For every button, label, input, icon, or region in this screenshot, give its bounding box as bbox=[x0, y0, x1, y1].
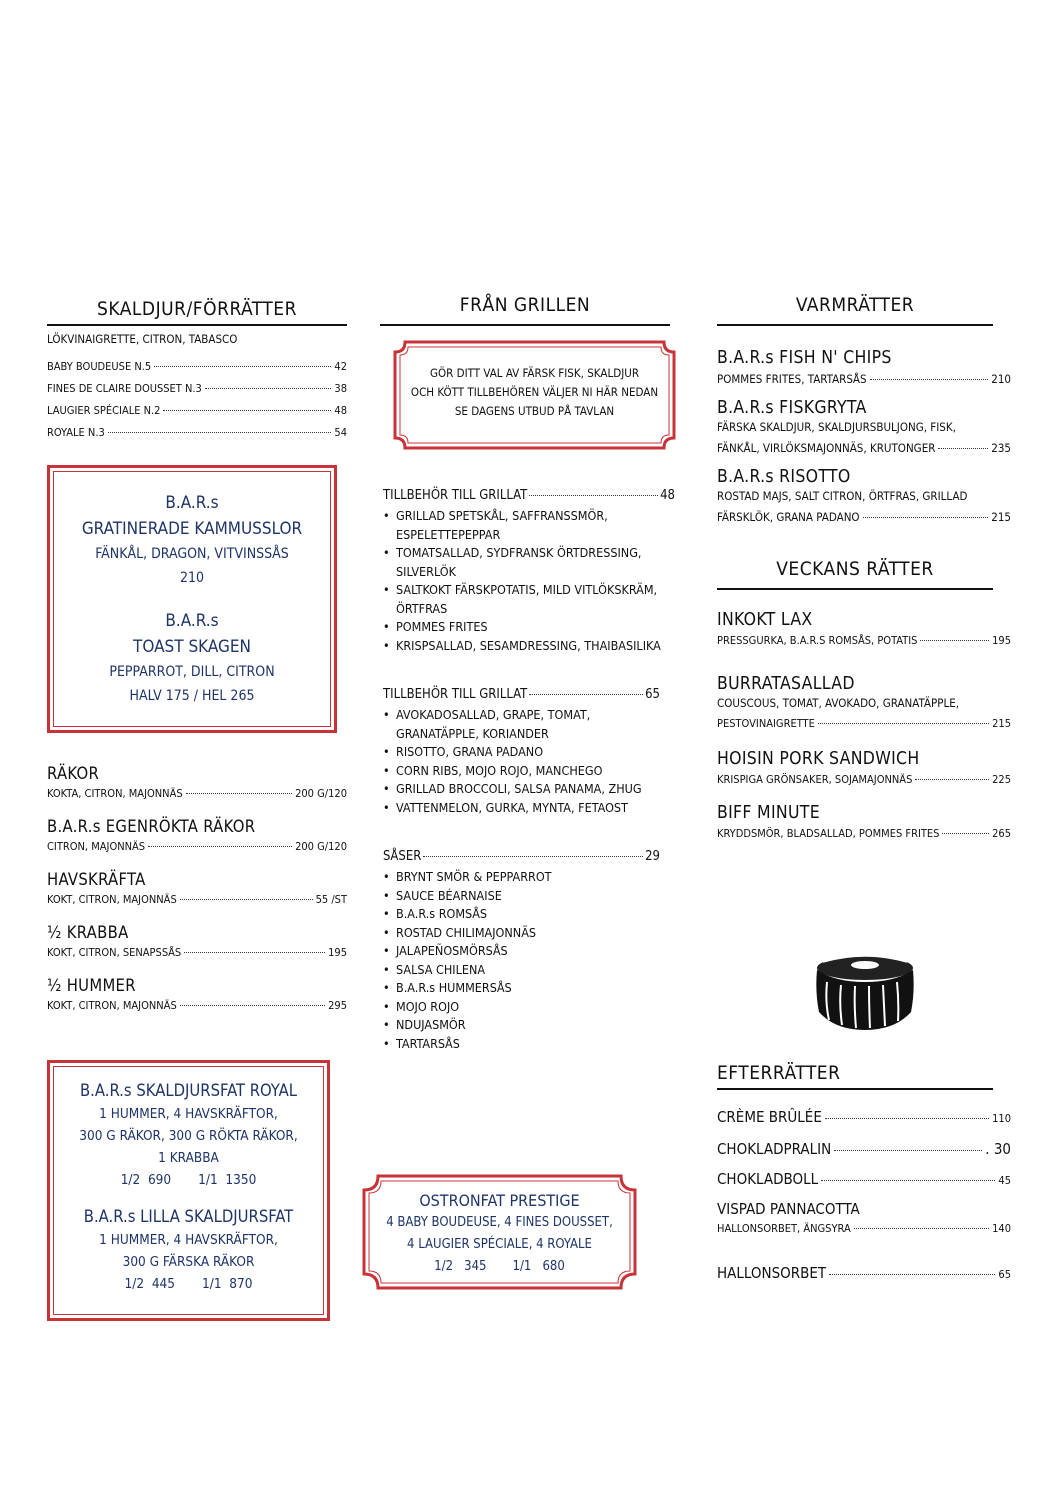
prestige-box bbox=[362, 1174, 637, 1290]
dessert-row: CRÈME BRÛLÉE 110 bbox=[717, 1108, 1011, 1126]
list-item: • VATTENMELON, GURKA, MYNTA, FETAOST bbox=[383, 799, 675, 818]
dessert-row: VISPAD PANNACOTTA HALLONSORBET, ÄNGSYRA 140 bbox=[717, 1200, 1011, 1235]
platter-box bbox=[47, 1060, 330, 1321]
section-heading-desserts: EFTERRÄTTER bbox=[717, 1062, 993, 1090]
oyster-list bbox=[47, 356, 347, 444]
column-seafood bbox=[47, 298, 347, 444]
accessory-group: TILLBEHÖR TILL GRILLAT 65 • AVOKADOSALLAD, GRAPE, TOMAT, GRANATÄPPLE, KORIANDER • RISOTTO, GRANA PADANO • CORN RIBS, MOJO ROJO, MANCHEGO • GRILLAD BROCCOLI, SALSA PANAMA, ZHUG • VATTENMELON, GURKA, MYNTA, FETAOST bbox=[383, 687, 675, 817]
prestige-title: OSTRONFAT PRESTIGE bbox=[419, 1191, 580, 1210]
dessert-row: CHOKLADPRALIN . 30 bbox=[717, 1140, 1011, 1158]
list-item: • SALSA CHILENA bbox=[383, 961, 675, 980]
dessert-list bbox=[717, 1102, 1011, 1290]
platter-prices: 1/2 690 1/1 1350 bbox=[120, 1172, 257, 1188]
list-item: • JALAPEÑOSMÖRSÅS bbox=[383, 942, 675, 961]
list-item: • B.A.R.s ROMSÅS bbox=[383, 905, 675, 924]
menu-item: B.A.R.s FISKGRYTA FÄRSKA SKALDJUR, SKALDJURSBULJONG, FISK, FÄNKÅL, VIRLÖKSMAJONNÄS, KRUTONGER 235 bbox=[717, 398, 1011, 455]
list-item: • B.A.R.s HUMMERSÅS bbox=[383, 979, 675, 998]
special-box-scallops bbox=[47, 465, 337, 733]
list-item: • SALTKOKT FÄRSKPOTATIS, MILD VITLÖKSKRÄM, ÖRTFRAS bbox=[383, 581, 688, 618]
list-item: • MOJO ROJO bbox=[383, 998, 675, 1017]
notice-line: SE DAGENS UTBUD PÅ TAVLAN bbox=[454, 404, 615, 418]
menu-item: RÄKOR KOKTA, CITRON, MAJONNÄS 200 G/120 bbox=[47, 764, 347, 800]
box-dish-price: HALV 175 / HEL 265 bbox=[129, 688, 255, 704]
dessert-row: CHOKLADBOLL 45 bbox=[717, 1170, 1011, 1188]
menu-item: BURRATASALLAD COUSCOUS, TOMAT, AVOKADO, GRANATÄPPLE, PESTOVINAIGRETTE 215 bbox=[717, 674, 1011, 730]
box-dish-name: GRATINERADE KAMMUSSLOR bbox=[81, 519, 303, 539]
menu-item: B.A.R.s EGENRÖKTA RÄKOR CITRON, MAJONNÄS 200 G/120 bbox=[47, 817, 347, 853]
notice-line: OCH KÖTT TILLBEHÖREN VÄLJER NI HÄR NEDAN bbox=[410, 385, 659, 399]
weekly-dish-list bbox=[717, 610, 1011, 845]
oyster-subtitle: LÖKVINAIGRETTE, CITRON, TABASCO bbox=[47, 332, 238, 346]
box-dish-desc: PEPPARROT, DILL, CITRON bbox=[109, 664, 275, 680]
oyster-row: BABY BOUDEUSE N.5 42 bbox=[47, 360, 347, 373]
platter-line: 1 KRABBA bbox=[158, 1150, 219, 1166]
column-grill bbox=[380, 294, 670, 326]
main-dish-list bbox=[717, 348, 1011, 528]
menu-item: B.A.R.s FISH N' CHIPS POMMES FRITES, TARTARSÅS 210 bbox=[717, 348, 1011, 386]
prestige-prices: 1/2 345 1/1 680 bbox=[434, 1259, 565, 1274]
box-dish-price: 210 bbox=[179, 570, 205, 586]
prestige-line: 4 BABY BOUDEUSE, 4 FINES DOUSSET, bbox=[386, 1215, 613, 1230]
platter-prices: 1/2 445 1/1 870 bbox=[124, 1276, 253, 1292]
list-item: • SAUCE BÉARNAISE bbox=[383, 887, 675, 906]
section-heading-grill: FRÅN GRILLEN bbox=[380, 294, 670, 326]
dessert-row: HALLONSORBET 65 bbox=[717, 1264, 1011, 1282]
list-item: • AVOKADOSALLAD, GRAPE, TOMAT, GRANATÄPPLE, KORIANDER bbox=[383, 706, 611, 743]
list-item: • KRISPSALLAD, SESAMDRESSING, THAIBASILIKA bbox=[383, 637, 675, 656]
notice-line: GÖR DITT VAL AV FÄRSK FISK, SKALDJUR bbox=[429, 366, 640, 380]
column-mains bbox=[717, 294, 1011, 845]
list-item: • ROSTAD CHILIMAJONNÄS bbox=[383, 924, 675, 943]
menu-item: BIFF MINUTE KRYDDSMÖR, BLADSALLAD, POMMES FRITES 265 bbox=[717, 803, 1011, 840]
menu-item: INKOKT LAX PRESSGURKA, B.A.R.S ROMSÅS, POTATIS 195 bbox=[717, 610, 1011, 647]
sauce-group: SÅSER 29 • BRYNT SMÖR & PEPPARROT • SAUCE BÉARNAISE • B.A.R.s ROMSÅS • ROSTAD CHILIMAJONNÄS • JALAPEÑOSMÖRSÅS • SALSA CHILENA • B.A.R.s HUMMERSÅS • MOJO ROJO • NDUJASMÖR • TARTARSÅS bbox=[383, 849, 675, 1053]
box-title: B.A.R.s bbox=[165, 493, 219, 513]
menu-item: ½ KRABBA KOKT, CITRON, SENAPSSÅS 195 bbox=[47, 923, 347, 959]
list-item: • TARTARSÅS bbox=[383, 1035, 675, 1054]
list-item: • CORN RIBS, MOJO ROJO, MANCHEGO bbox=[383, 762, 675, 781]
oyster-row: FINES DE CLAIRE DOUSSET N.3 38 bbox=[47, 382, 347, 395]
list-item: • POMMES FRITES bbox=[383, 618, 675, 637]
oyster-row: LAUGIER SPÉCIALE N.2 48 bbox=[47, 404, 347, 417]
section-heading-seafood: SKALDJUR/FÖRRÄTTER bbox=[47, 298, 347, 326]
menu-item: ½ HUMMER KOKT, CITRON, MAJONNÄS 295 bbox=[47, 976, 347, 1012]
grill-notice-box bbox=[393, 340, 676, 450]
menu-item: HAVSKRÄFTA KOKT, CITRON, MAJONNÄS 55 /ST bbox=[47, 870, 347, 906]
dessert-section bbox=[717, 1062, 1011, 1290]
oyster-row: ROYALE N.3 54 bbox=[47, 426, 347, 439]
list-item: • NDUJASMÖR bbox=[383, 1016, 675, 1035]
section-heading-weekly: VECKANS RÄTTER bbox=[717, 558, 993, 590]
list-item: • TOMATSALLAD, SYDFRANSK ÖRTDRESSING, SILVERLÖK bbox=[383, 544, 656, 581]
platter-title: B.A.R.s LILLA SKALDJURSFAT bbox=[83, 1207, 294, 1226]
platter-line: 300 G FÄRSKA RÄKOR bbox=[122, 1254, 255, 1270]
list-item: • GRILLAD SPETSKÅL, SAFFRANSSMÖR, ESPELETTEPEPPAR bbox=[383, 507, 636, 544]
accessory-group: TILLBEHÖR TILL GRILLAT 48 • GRILLAD SPETSKÅL, SAFFRANSSMÖR, ESPELETTEPEPPAR • TOMATSALLAD, SYDFRANSK ÖRTDRESSING, SILVERLÖK • SALTKOKT FÄRSKPOTATIS, MILD VITLÖKSKRÄM, ÖRTFRAS • POMMES FRITES • KRISPSALLAD, SESAMDRESSING, THAIBASILIKA bbox=[383, 488, 675, 655]
prestige-line: 4 LAUGIER SPÉCIALE, 4 ROYALE bbox=[407, 1237, 592, 1252]
platter-line: 1 HUMMER, 4 HAVSKRÄFTOR, bbox=[99, 1106, 278, 1122]
seafood-items bbox=[47, 764, 347, 1029]
list-item: • BRYNT SMÖR & PEPPARROT bbox=[383, 868, 675, 887]
bundt-cake-icon bbox=[805, 952, 925, 1034]
box-dish-name: TOAST SKAGEN bbox=[133, 637, 251, 657]
platter-line: 300 G RÄKOR, 300 G RÖKTA RÄKOR, bbox=[79, 1128, 298, 1144]
menu-item: HOISIN PORK SANDWICH KRISPIGA GRÖNSAKER, SOJAMAJONNÄS 225 bbox=[717, 749, 1011, 786]
list-item: • GRILLAD BROCCOLI, SALSA PANAMA, ZHUG bbox=[383, 780, 675, 799]
platter-line: 1 HUMMER, 4 HAVSKRÄFTOR, bbox=[99, 1232, 278, 1248]
box-title: B.A.R.s bbox=[165, 611, 219, 631]
grill-groups bbox=[383, 488, 675, 1053]
menu-item: B.A.R.s RISOTTO ROSTAD MAJS, SALT CITRON, ÖRTFRAS, GRILLAD FÄRSKLÖK, GRANA PADANO 215 bbox=[717, 467, 1011, 524]
section-heading-mains: VARMRÄTTER bbox=[717, 294, 993, 326]
box-dish-desc: FÄNKÅL, DRAGON, VITVINSSÅS bbox=[95, 546, 289, 562]
platter-title: B.A.R.s SKALDJURSFAT ROYAL bbox=[79, 1081, 298, 1100]
list-item: • RISOTTO, GRANA PADANO bbox=[383, 743, 675, 762]
